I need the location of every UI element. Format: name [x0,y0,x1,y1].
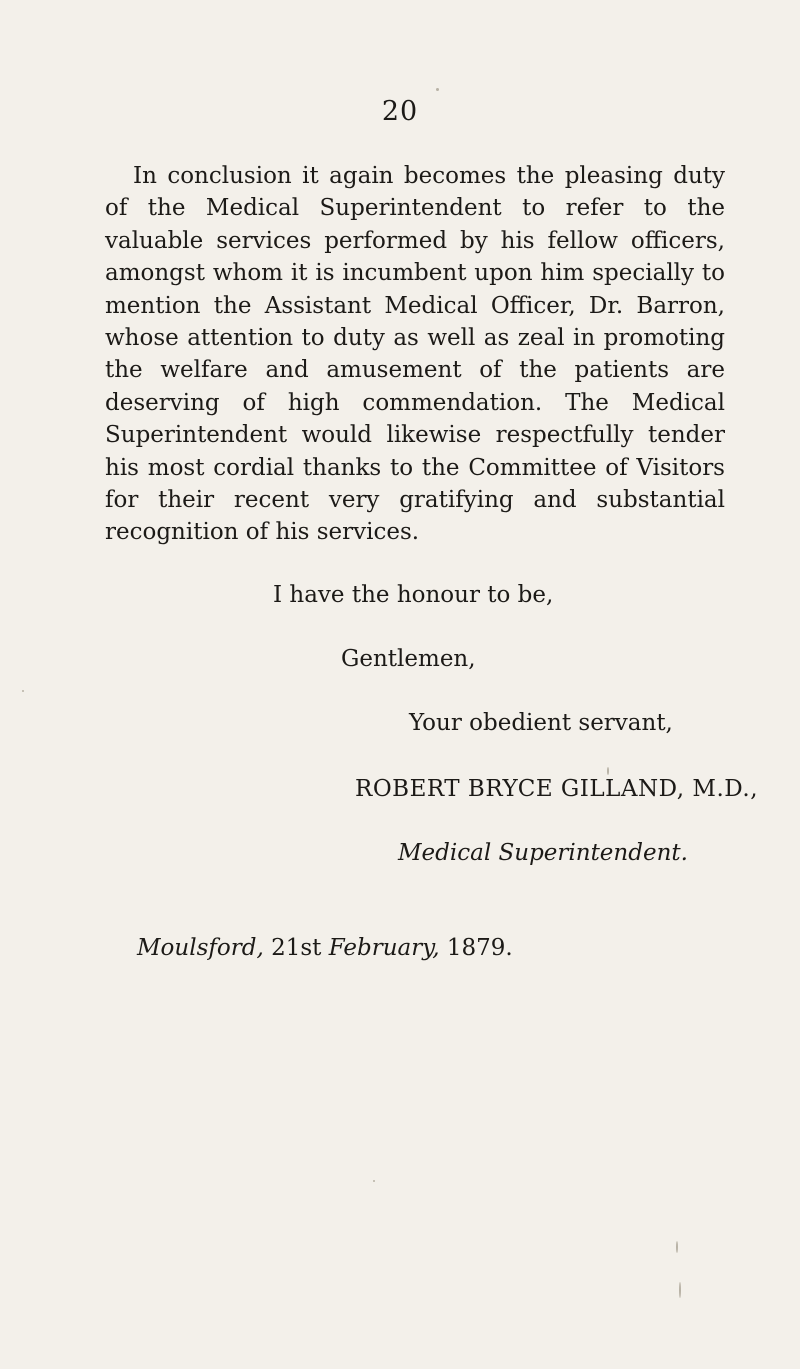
body-paragraph: In conclusion it again becomes the pleasing duty of the Medical Superintendent to refer to the valuable services performed by his fellow officers, amongst whom it is incumbent upon him specially to mention the Assistant Medical Officer, Dr. Barron, whose attention to duty as well as zeal in promoting the welfare and amusement of the patients are deserving of high commendation. The Medical Superintendent would likewise respectfully tender his most cordial thanks to the Committee of Visitors for their recent very gratifying and substantial recognition of his services. [105,163,725,546]
paper-speck [679,1282,681,1298]
closing-servant-line: Your obedient servant, [409,710,673,736]
closing-honour-line: I have the honour to be, [273,582,554,608]
paper-speck [676,1241,678,1253]
signature-name: ROBERT BRYCE GILLAND, M.D., [355,776,759,802]
page-number: 20 [381,96,419,127]
paper-speck [436,88,439,91]
closing-salutation: Gentlemen, [341,646,476,672]
dateline-month: February, [328,935,440,961]
dateline-place: Moulsford, [137,935,264,961]
dateline-day: 21st [271,935,322,961]
paper-speck [373,1180,375,1182]
paper-speck [22,690,24,692]
dateline-year: 1879. [446,935,513,961]
signature-title: Medical Superintendent. [398,840,688,866]
paper-speck [607,767,609,775]
dateline [137,935,513,961]
